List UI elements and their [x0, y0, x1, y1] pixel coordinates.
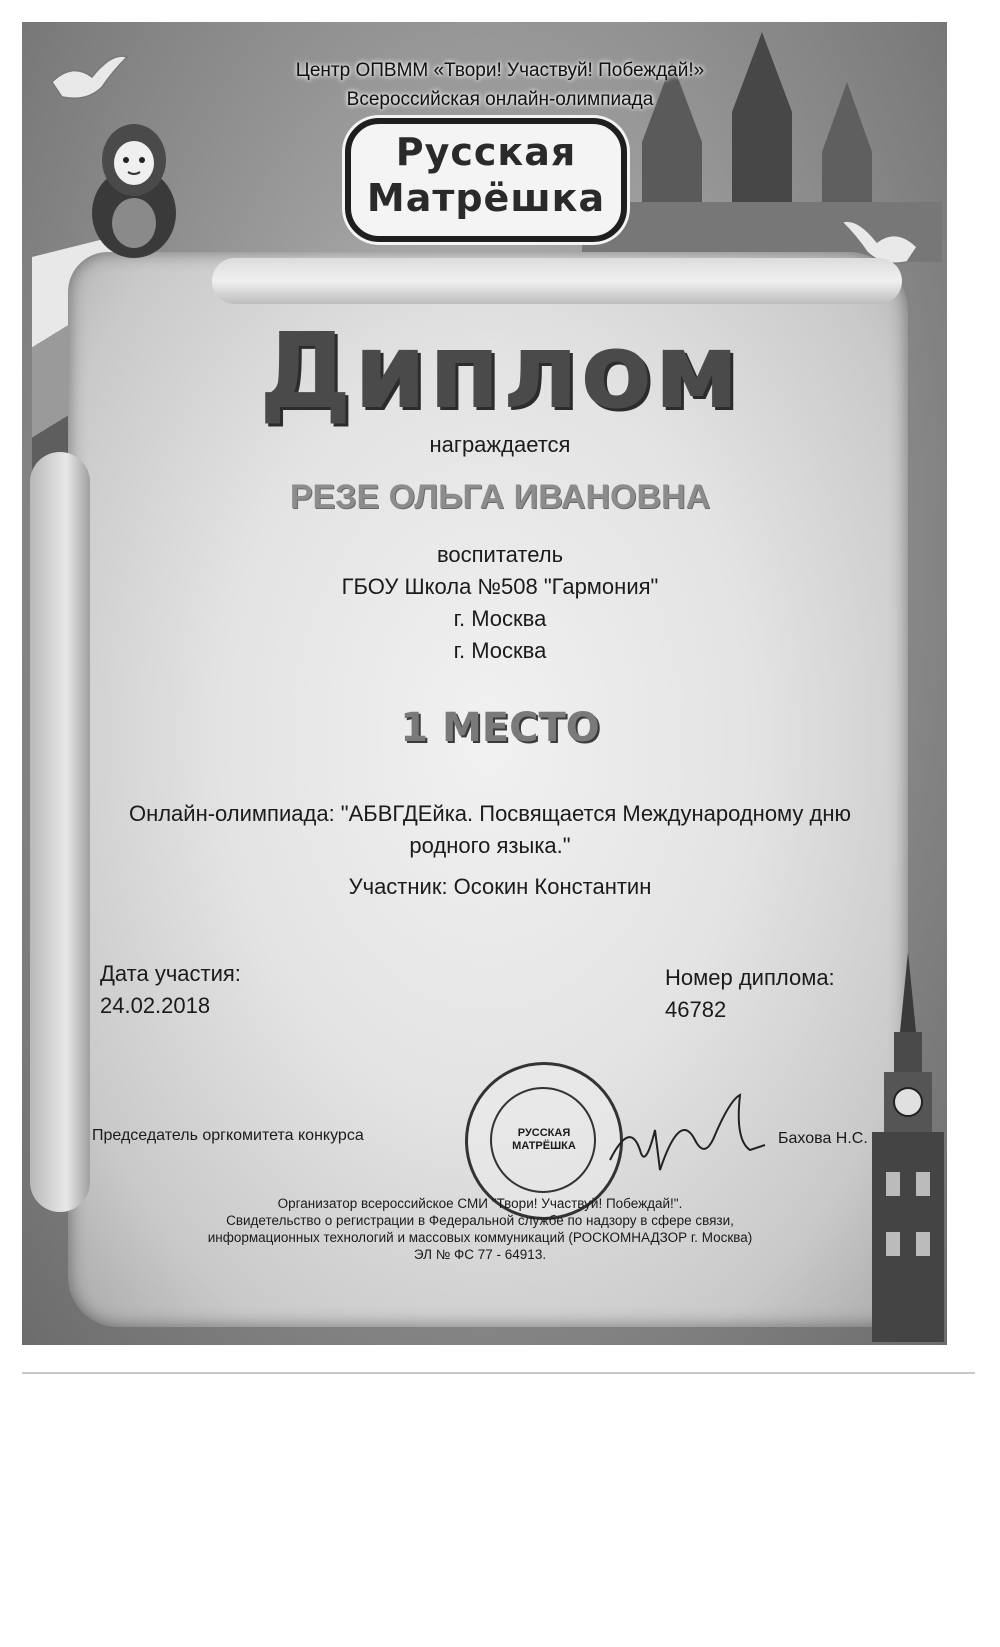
recipient-region: г. Москва — [453, 638, 547, 663]
number-value: 46782 — [665, 997, 727, 1022]
logo-line-2: Матрёшка — [366, 176, 606, 220]
participation-date-block — [100, 958, 241, 1022]
footer-line-1: Организатор всероссийское СМИ "Твори! Участвуй! Побеждай!". — [277, 1196, 683, 1211]
place-award: 1 МЕСТО — [400, 705, 600, 751]
diploma-number-block — [665, 962, 835, 1026]
signature-icon — [600, 1080, 770, 1190]
recipient-school: ГБОУ Школа №508 "Гармония" — [341, 574, 659, 599]
footer-line-3: информационных технологий и массовых коммуникаций (РОСКОМНАДЗОР г. Москва) — [207, 1230, 753, 1245]
olympiad-title-line-1: Онлайн-олимпиада: "АБВГДЕйка. Посвящается Международному дню — [128, 801, 852, 826]
matryoshka-icon — [84, 118, 184, 258]
event-line: Всероссийская онлайн-олимпиада — [346, 89, 654, 110]
stamp-text-line-1: РУССКАЯ — [517, 1127, 571, 1139]
awarded-text: награждается — [429, 432, 571, 457]
chair-label: Председатель оргкомитета конкурса — [92, 1127, 364, 1144]
olympiad-title — [80, 798, 900, 862]
stamp-text — [468, 1127, 620, 1153]
diploma-title: Диплом — [259, 310, 741, 432]
spasskaya-tower-icon — [872, 952, 944, 1342]
footer-line-4: ЭЛ № ФС 77 - 64913. — [413, 1247, 547, 1262]
footer-line-2: Свидетельство о регистрации в Федеральной службе по надзору в сфере связи, — [226, 1213, 734, 1228]
olympiad-logo — [345, 118, 627, 242]
participant-name: Участник: Осокин Константин — [348, 874, 652, 899]
signer-name: Бахова Н.С. — [778, 1130, 868, 1147]
organizer-line: Центр ОПВММ «Твори! Участвуй! Побеждай!» — [295, 60, 705, 81]
recipient-position: воспитатель — [436, 542, 564, 567]
date-label: Дата участия: — [100, 961, 241, 986]
olympiad-title-line-2: родного языка." — [409, 833, 571, 858]
recipient-name: РЕЗЕ ОЛЬГА ИВАНОВНА — [289, 478, 711, 516]
logo-line-1: Русская — [395, 130, 577, 174]
stamp-text-line-2: МАТРЁШКА — [512, 1140, 576, 1152]
recipient-city: г. Москва — [453, 606, 547, 631]
scroll-roll-top — [212, 258, 902, 304]
scan-edge-line — [22, 1372, 975, 1374]
date-value: 24.02.2018 — [100, 993, 211, 1018]
number-label: Номер диплома: — [665, 965, 835, 990]
